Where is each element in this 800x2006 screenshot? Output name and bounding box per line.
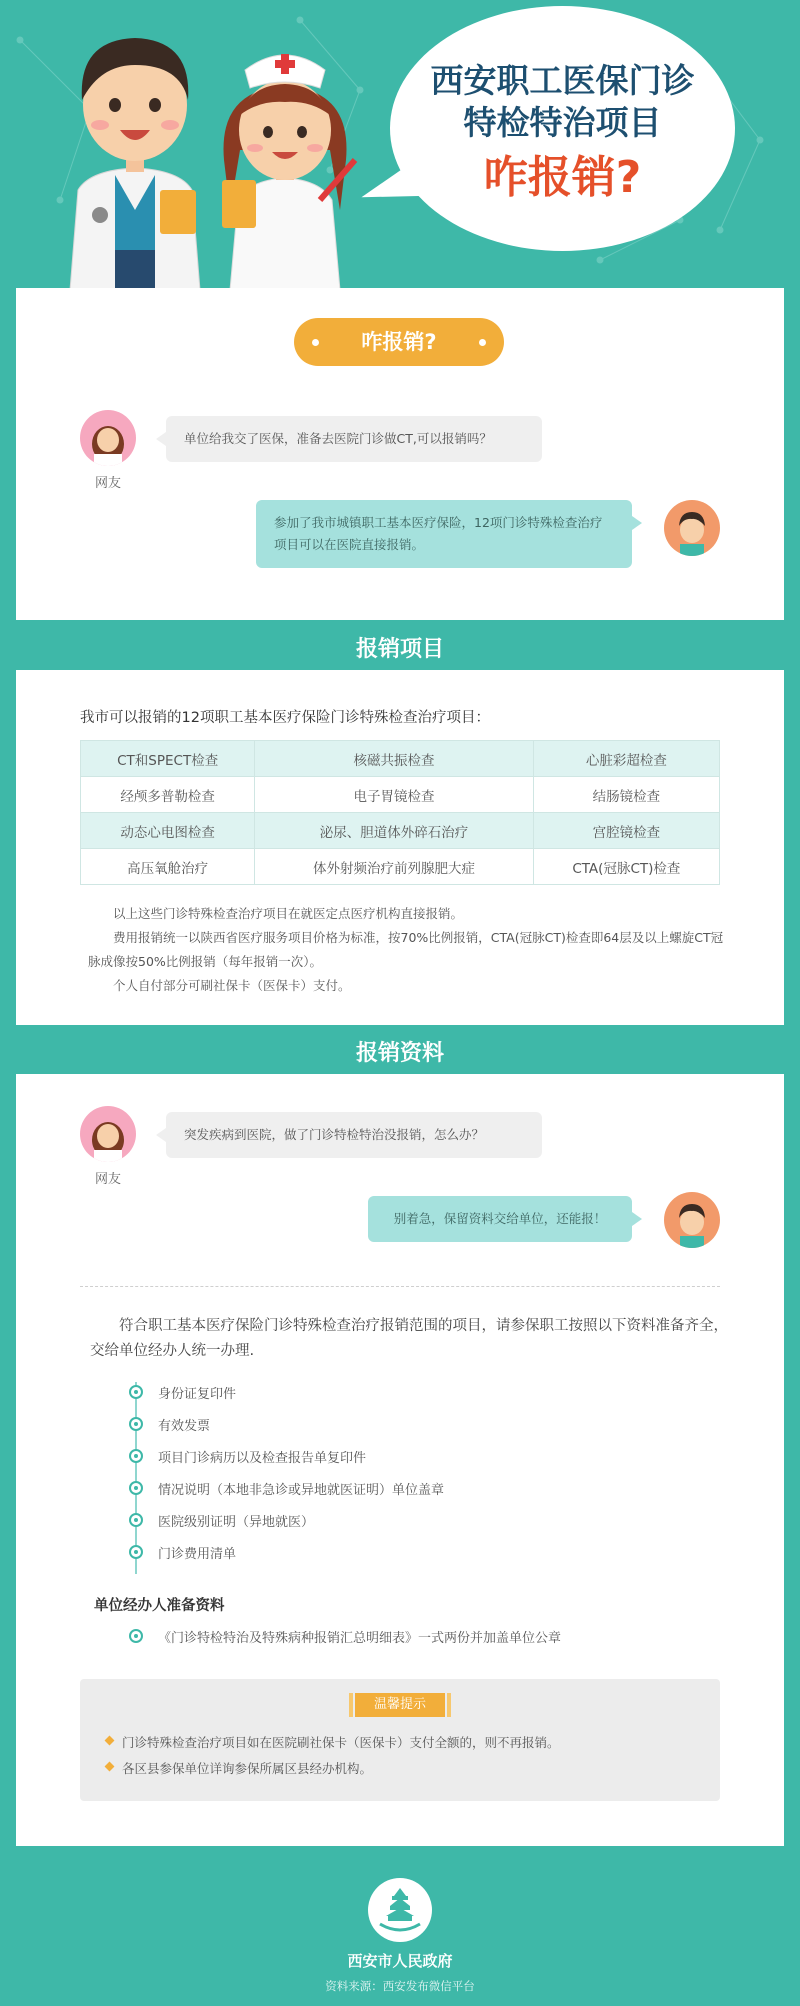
nurse-illustration — [210, 40, 360, 290]
bullet-icon — [129, 1629, 143, 1643]
how-to-reimburse-badge — [294, 318, 504, 366]
pagoda-icon — [368, 1878, 432, 1942]
question-bubble: 突发疾病到医院，做了门诊特检特治没报销，怎么办？ — [166, 1112, 542, 1158]
items-intro: 我市可以报销的12项职工基本医疗保险门诊特殊检查治疗项目： — [80, 710, 490, 726]
hero-title-line3: 咋报销? — [483, 152, 642, 203]
bullet-icon — [129, 1481, 143, 1495]
bullet-icon — [129, 1449, 143, 1463]
table-cell: 高压氧舱治疗 — [81, 849, 255, 885]
bullet-icon — [129, 1513, 143, 1527]
answer-bubble: 参加了我市城镇职工基本医疗保险，12项门诊特殊检查治疗项目可以在医院直接报销。 — [256, 500, 632, 568]
qa-card — [16, 288, 784, 620]
bullet-icon — [129, 1385, 143, 1399]
bullet-icon — [129, 1417, 143, 1431]
badge-label: 咋报销? — [361, 330, 437, 354]
badge-dot-left — [312, 339, 319, 346]
table-row — [81, 813, 720, 849]
table-cell: 体外射频治疗前列腺肥大症 — [255, 849, 533, 885]
divider — [80, 1286, 720, 1287]
hero-title-line1: 西安职工医保门诊 — [430, 61, 695, 100]
table-cell: 经颅多普勒检查 — [81, 777, 255, 813]
table-cell: 宫腔镜检查 — [533, 813, 719, 849]
requirement-text: 符合职工基本医疗保险门诊特殊检查治疗报销范围的项目，请参保职工按照以下资料准备齐全，交给单位经办人统一办理. — [90, 1318, 728, 1359]
docs-card: 网友 突发疾病到医院，做了门诊特检特治没报销，怎么办？ 别着急，保留资料交给单位，还能报！ 符合职工基本医疗保险门诊特殊检查治疗报销范围的项目，请参保职工按照以下资料准备齐全，交给单位经办人统一办理. 身份证复印件 有效发票 项目门诊病历以及检查报告单复印件 情况说明（本地非急诊或异地就医证明）单位盖章 医院级别证明（异地就医） 门诊费用清单 单位经办人准备资料 《门诊特检特治及特殊病种报销汇总明细表》一式两份并加盖单位公章 温馨提示 门诊特殊检查治疗项目如在医院刷社保卡（医保卡）支付全额的，则不再报销。 各区县参保单位详询参保所属区县经办机构。 — [16, 1074, 784, 1846]
table-row — [81, 741, 720, 777]
table-cell: CT和SPECT检查 — [81, 741, 255, 777]
items-section-title: 报销项目 — [355, 637, 444, 662]
netizen-avatar — [80, 410, 136, 466]
hero-title-line2: 特检特治项目 — [463, 103, 662, 142]
table-cell: 动态心电图检查 — [81, 813, 255, 849]
items-table — [80, 740, 720, 885]
tip-item: 各区县参保单位详询参保所属区县经办机构。 — [122, 1759, 372, 1777]
tip-item: 门诊特殊检查治疗项目如在医院刷社保卡（医保卡）支付全额的，则不再报销。 — [122, 1733, 560, 1751]
table-cell: CTA(冠脉CT)检查 — [533, 849, 719, 885]
netizen-label: 网友 — [94, 476, 121, 491]
netizen-avatar — [80, 1106, 136, 1162]
items-card — [16, 670, 784, 1025]
footer-source: 资料来源：西安发布微信平台 — [325, 1979, 475, 1993]
footer-org-name: 西安市人民政府 — [347, 1952, 453, 1970]
items-note-1: 以上这些门诊特殊检查治疗项目在就医定点医疗机构直接报销。 — [113, 906, 464, 921]
table-cell: 心脏彩超检查 — [533, 741, 719, 777]
diamond-bullet-icon — [105, 1762, 115, 1772]
doctor-illustration — [60, 10, 210, 290]
items-note-2: 费用报销统一以陕西省医疗服务项目价格为标准，按70%比例报销，CTA(冠脉CT)检查即64层及以上螺旋CT冠脉成像按50%比例报销（每年报销一次）。 — [88, 930, 724, 969]
question-bubble: 单位给我交了医保，准备去医院门诊做CT,可以报销吗？ — [166, 416, 542, 462]
diamond-bullet-icon — [105, 1736, 115, 1746]
answer-bubble: 别着急，保留资料交给单位，还能报！ — [368, 1196, 632, 1242]
table-cell: 电子胃镜检查 — [255, 777, 533, 813]
table-cell: 结肠镜检查 — [533, 777, 719, 813]
tips-box — [80, 1679, 720, 1801]
badge-dot-right — [479, 339, 486, 346]
table-cell: 核磁共振检查 — [255, 741, 533, 777]
official-avatar — [664, 1192, 720, 1248]
table-cell: 泌尿、胆道体外碎石治疗 — [255, 813, 533, 849]
table-row — [81, 777, 720, 813]
items-note-3: 个人自付部分可刷社保卡（医保卡）支付。 — [113, 978, 351, 993]
netizen-label: 网友 — [94, 1172, 121, 1187]
official-avatar — [664, 500, 720, 556]
tips-label: 温馨提示 — [355, 1693, 445, 1717]
bullet-icon — [129, 1545, 143, 1559]
government-logo — [368, 1878, 432, 1942]
docs-section-title: 报销资料 — [355, 1041, 444, 1066]
table-row — [81, 849, 720, 885]
hero-banner — [0, 0, 800, 300]
unit-materials-heading: 单位经办人准备资料 — [94, 1598, 225, 1614]
